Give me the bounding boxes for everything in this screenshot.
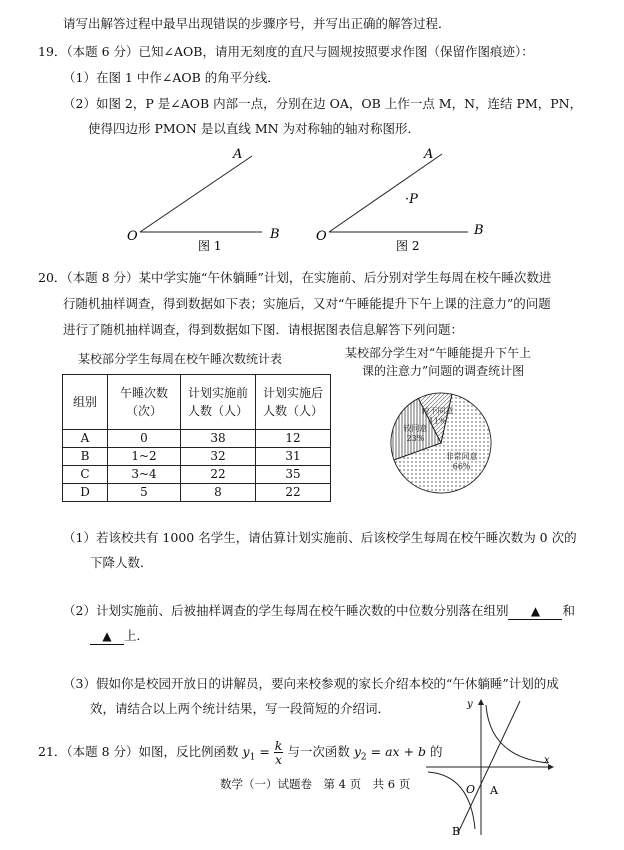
graph-label-a: A: [490, 784, 498, 797]
table-row: [63, 448, 331, 466]
figure-1: [127, 147, 280, 253]
pie-label: 非常同意: [445, 452, 478, 462]
q20-sub2-line1: [63, 601, 575, 620]
nap-count-table: [62, 374, 331, 502]
q21-sub1: 1: [249, 752, 256, 763]
table-row: [63, 430, 331, 448]
y-axis-arrow: [478, 699, 484, 705]
cell: 5: [108, 484, 181, 502]
q20-sub3-line2: 效，请结合以上两个统计结果，写一段简短的介绍词．: [90, 701, 391, 716]
q20-line3: 进行了随机抽样调查，得到数据如下图．请根据图表信息解答下列问题：: [63, 322, 464, 337]
q21-text-post: 的: [430, 744, 443, 759]
cell: 22: [256, 484, 331, 502]
fig2-ray-oa: [329, 154, 442, 232]
q20-sub3-line1: （3）假如你是校园开放日的讲解员，要向来校参观的家长介绍本校的“午休躺睡”计划的成: [63, 676, 559, 691]
cell: 12: [256, 430, 331, 448]
sub2-end: 上．: [124, 628, 150, 643]
q20-sub1-line2: 下降人数．: [90, 555, 153, 570]
figure-2: [316, 147, 484, 253]
q20-sub2-line2: [90, 626, 149, 645]
graph-label-x: x: [544, 755, 550, 766]
q19-part2-line2: 使得四边形 PMON 是以直线 MN 为对称轴的轴对称图形．: [88, 121, 421, 136]
previous-question-tail: 请写出解答过程中最早出现错误的步骤序号，并写出正确的解答过程．: [63, 16, 451, 31]
graph-label-b: B: [452, 825, 461, 838]
fig2-label-o: O: [316, 229, 327, 244]
header-group: 组别: [63, 375, 108, 430]
q21-rhs: = ax + b: [370, 744, 427, 759]
pie-label: 较不同意: [421, 406, 454, 416]
q19-figures: [0, 140, 624, 260]
header-before: 计划实施前人数（人）: [181, 375, 256, 430]
header-after: 计划实施后人数（人）: [256, 375, 331, 430]
hyperbola-branch-3: [428, 772, 475, 829]
answer-blank-2[interactable]: ▲: [90, 628, 124, 645]
fig2-label-b: B: [474, 223, 484, 238]
cell: 1~2: [108, 448, 181, 466]
cell: B: [63, 448, 108, 466]
header-nap-count: 午睡次数（次）: [108, 375, 181, 430]
cell: D: [63, 484, 108, 502]
fig2-point-p: ·P: [405, 192, 418, 207]
sub2-and: 和: [562, 603, 575, 618]
q19-part1: （1）在图 1 中作∠AOB 的角平分线．: [63, 70, 280, 85]
table-header-row: [63, 375, 331, 430]
q21-text-pre: 21．（本题 8 分）如图，反比例函数: [38, 744, 239, 759]
q21-y1: y: [242, 744, 250, 759]
cell: 22: [181, 466, 256, 484]
fig2-caption: 图 2: [396, 239, 420, 253]
attention-pie-chart: [386, 388, 496, 498]
q21-sub2: 2: [360, 752, 367, 763]
q20-line2: 行随机抽样调查，得到数据如下表；实施后，又对“午睡能提升下午上课的注意力”的问题: [63, 296, 551, 311]
q21-denominator: x: [275, 752, 283, 767]
q21-line: [38, 738, 443, 766]
q21-graph: [420, 695, 560, 840]
pie-value-label: 66%: [452, 462, 471, 472]
cell: 31: [256, 448, 331, 466]
pie-value-label: 23%: [406, 433, 425, 443]
cell: C: [63, 466, 108, 484]
table-row: [63, 466, 331, 484]
q19-header: 19．（本题 6 分）已知∠AOB，请用无刻度的直尺与圆规按照要求作图（保留作图痕迹）：: [38, 44, 534, 59]
cell: A: [63, 430, 108, 448]
graph-label-o: O: [466, 783, 476, 796]
cell: 38: [181, 430, 256, 448]
fig2-label-a: A: [424, 147, 434, 162]
q20-line1: 20．（本题 8 分）某中学实施“午休躺睡”计划，在实施前、后分别对学生每周在校午睡次数进: [38, 270, 552, 285]
fig1-ray-oa: [140, 156, 252, 232]
q21-eq: =: [259, 744, 270, 759]
pie-label: 较同意: [403, 423, 428, 433]
cell: 32: [181, 448, 256, 466]
q21-numerator: k: [274, 738, 283, 753]
q19-part2-line1: （2）如图 2，P 是∠AOB 内部一点，分别在边 OA，OB 上作一点 M，N，连结 PM，PN，: [63, 96, 583, 111]
table-row: [63, 484, 331, 502]
answer-blank-1[interactable]: ▲: [508, 603, 562, 620]
chart-title-line1: 某校部分学生对“午睡能提升下午上: [345, 346, 532, 360]
fig1-label-a: A: [233, 147, 243, 162]
q20-sub1-line1: （1）若该校共有 1000 名学生，请估算计划实施前、后该校学生每周在校午睡次数为 0 次的: [63, 530, 577, 545]
fig1-label-b: B: [270, 227, 280, 242]
chart-title-line2: 课的注意力”问题的调查统计图: [362, 364, 525, 378]
table-title: 某校部分学生每周在校午睡次数统计表: [78, 352, 283, 366]
pie-value-label: 11%: [428, 416, 447, 426]
q21-fraction: [274, 739, 284, 766]
q21-text-mid: 与一次函数: [287, 744, 350, 759]
sub2-text: （2）计划实施前、后被抽样调查的学生每周在校午睡次数的中位数分别落在组别: [63, 603, 509, 618]
fig1-label-o: O: [127, 229, 138, 244]
cell: 8: [181, 484, 256, 502]
q21-y2: y: [353, 744, 361, 759]
cell: 0: [108, 430, 181, 448]
graph-label-y: y: [467, 699, 473, 710]
cell: 35: [256, 466, 331, 484]
cell: 3~4: [108, 466, 181, 484]
fig1-caption: 图 1: [198, 239, 222, 253]
page-footer: 数学（一）试题卷 第 4 页 共 6 页: [220, 777, 411, 791]
